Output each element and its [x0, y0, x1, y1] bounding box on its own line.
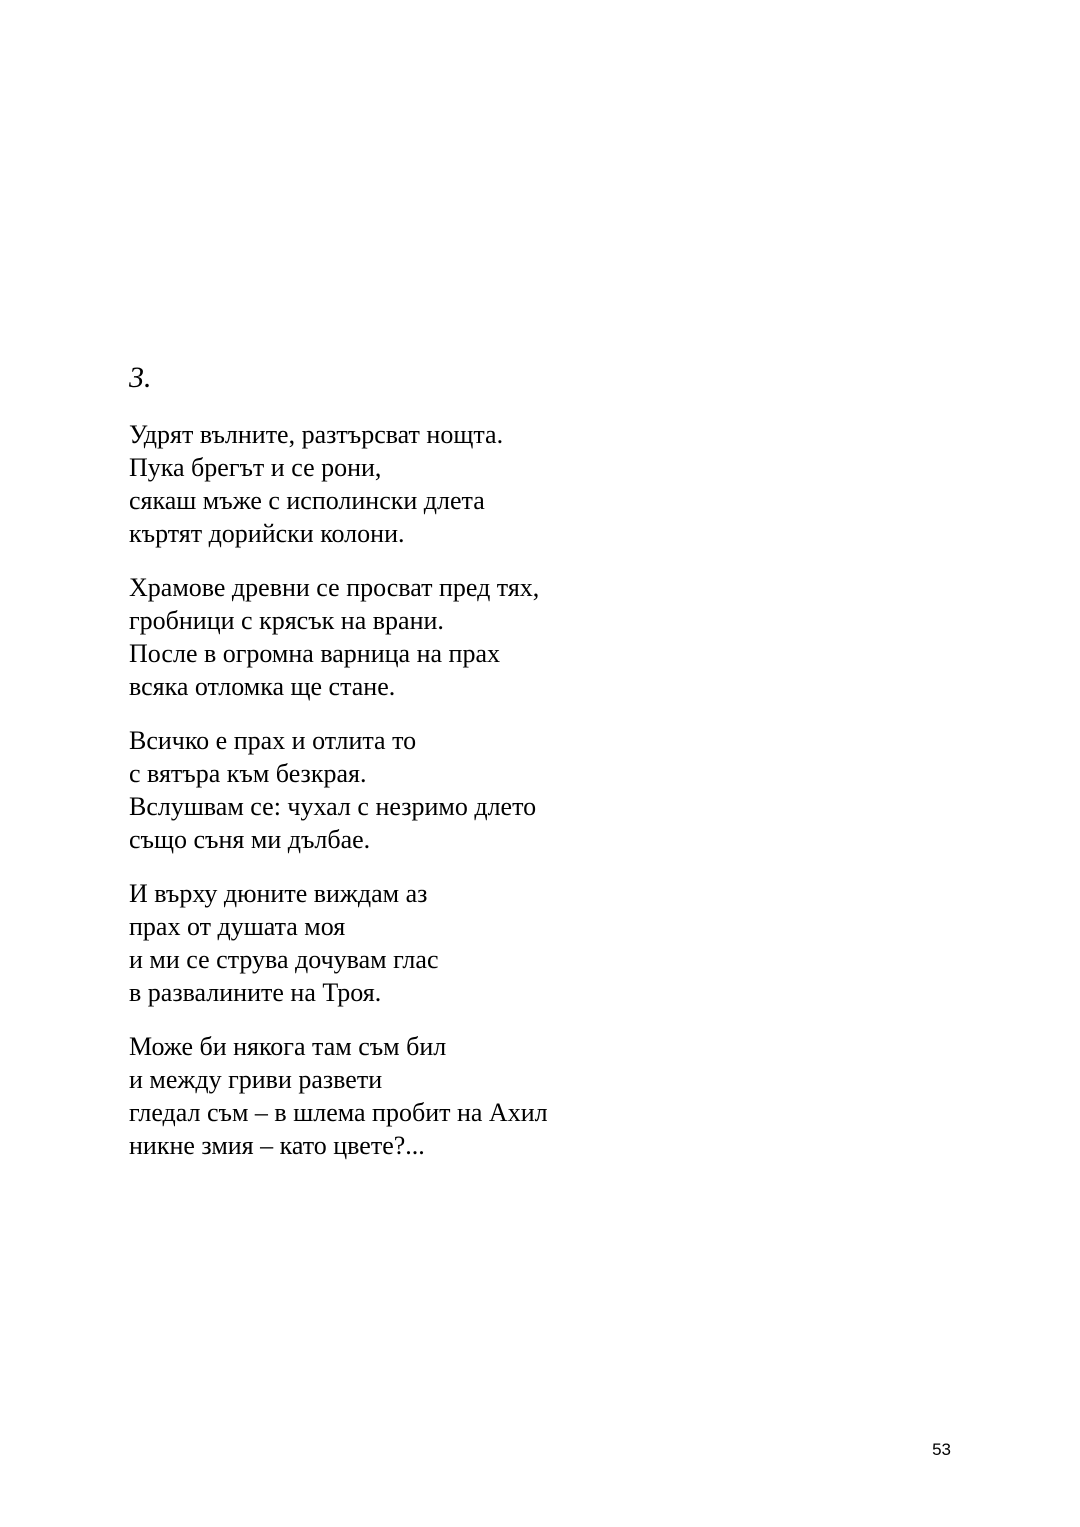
poem-line: И върху дюните виждам аз	[129, 879, 428, 908]
poem-line: никне змия – като цвете?...	[129, 1131, 425, 1160]
poem-line: къртят дорийски колони.	[129, 519, 405, 548]
poem-line: прах от душата моя	[129, 912, 346, 941]
poem-line: в развалините на Троя.	[129, 978, 382, 1007]
poem-line: и ми се струва дочувам глас	[129, 945, 439, 974]
stanza-3	[129, 724, 949, 856]
poem-line: После в огромна варница на прах	[129, 639, 500, 668]
poem-line: Храмове древни се просват пред тях,	[129, 573, 540, 602]
poem-line: гробници с крясък на врани.	[129, 606, 444, 635]
poem-line: Всичко е прах и отлита то	[129, 726, 417, 755]
poem-line: сякаш мъже с исполински длета	[129, 486, 485, 515]
poem-line: гледал съм – в шлема пробит на Ахил	[129, 1098, 548, 1127]
stanza-2	[129, 571, 949, 703]
poem-line: всяка отломка ще стане.	[129, 672, 396, 701]
stanza-5	[129, 1030, 949, 1162]
poem-line: Може би някога там съм бил	[129, 1032, 447, 1061]
poem-line: Вслушвам се: чухал с незримо длето	[129, 792, 537, 821]
stanza-1	[129, 418, 949, 550]
poem-line: също съня ми дълбае.	[129, 825, 371, 854]
section-number: 3.	[129, 361, 152, 394]
page-number: 53	[932, 1440, 951, 1459]
poem	[129, 358, 949, 1183]
poem-line: и между гриви развети	[129, 1065, 383, 1094]
poem-line: с вятъра към безкрая.	[129, 759, 367, 788]
poem-line: Пука брегът и се рони,	[129, 453, 382, 482]
stanza-4	[129, 877, 949, 1009]
poem-line: Удрят вълните, разтърсват нощта.	[129, 420, 504, 449]
